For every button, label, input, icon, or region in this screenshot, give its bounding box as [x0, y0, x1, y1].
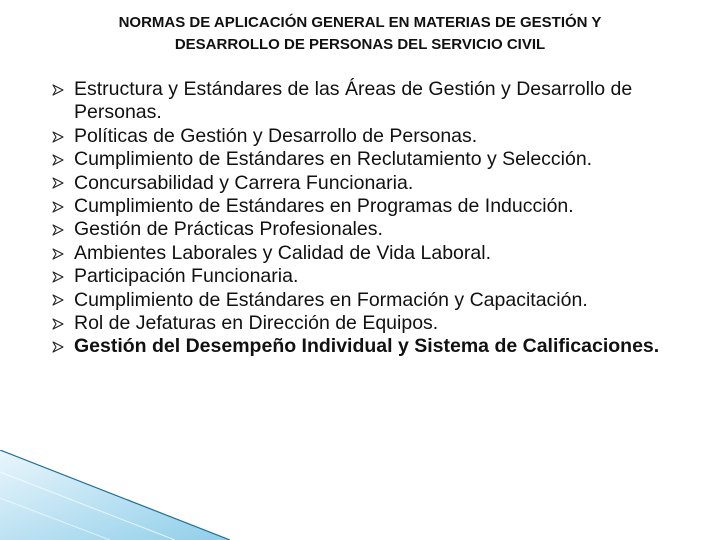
list-item-text: Ambientes Laborales y Calidad de Vida Laboral. — [74, 241, 491, 264]
list-item-text: Concursabilidad y Carrera Funcionaria. — [74, 171, 414, 194]
arrowhead-bullet-icon — [52, 78, 74, 101]
list-item-text: Gestión del Desempeño Individual y Sistema de Calificaciones. — [74, 335, 660, 358]
list-item-text: Políticas de Gestión y Desarrollo de Personas. — [74, 124, 478, 147]
corner-decoration — [0, 450, 230, 540]
arrowhead-bullet-icon — [52, 265, 74, 288]
list-item-text: Gestión de Prácticas Profesionales. — [74, 218, 383, 241]
list-item — [52, 265, 712, 288]
list-item — [52, 218, 712, 241]
list-item — [52, 125, 712, 148]
list-item — [52, 172, 712, 195]
arrowhead-bullet-icon — [52, 335, 74, 358]
list-item-text: Rol de Jefaturas en Dirección de Equipos. — [74, 312, 439, 335]
list-item — [52, 335, 712, 358]
list-item — [52, 312, 712, 335]
bullet-list — [52, 78, 712, 359]
list-item — [52, 289, 712, 312]
list-item-text: Participación Funcionaria. — [74, 265, 299, 288]
arrowhead-bullet-icon — [52, 289, 74, 312]
arrowhead-bullet-icon — [52, 148, 74, 171]
arrowhead-bullet-icon — [52, 195, 74, 218]
list-item-text: Cumplimiento de Estándares en Reclutamiento y Selección. — [74, 148, 593, 171]
list-item — [52, 148, 712, 171]
slide-title — [40, 12, 680, 56]
arrowhead-bullet-icon — [52, 172, 74, 195]
arrowhead-bullet-icon — [52, 218, 74, 241]
list-item-text: Cumplimiento de Estándares en Formación y Capacitación. — [74, 288, 588, 311]
list-item — [52, 78, 712, 125]
list-item-text: Cumplimiento de Estándares en Programas de Inducción. — [74, 195, 574, 218]
list-item — [52, 242, 712, 265]
list-item-text: Estructura y Estándares de las Áreas de Gestión y Desarrollo de Personas. — [74, 78, 633, 124]
arrowhead-bullet-icon — [52, 312, 74, 335]
arrowhead-bullet-icon — [52, 242, 74, 265]
list-item — [52, 195, 712, 218]
title-line-1: NORMAS DE APLICACIÓN GENERAL EN MATERIAS DE GESTIÓN Y — [118, 14, 602, 31]
title-line-2: DESARROLLO DE PERSONAS DEL SERVICIO CIVIL — [174, 36, 546, 53]
arrowhead-bullet-icon — [52, 125, 74, 148]
